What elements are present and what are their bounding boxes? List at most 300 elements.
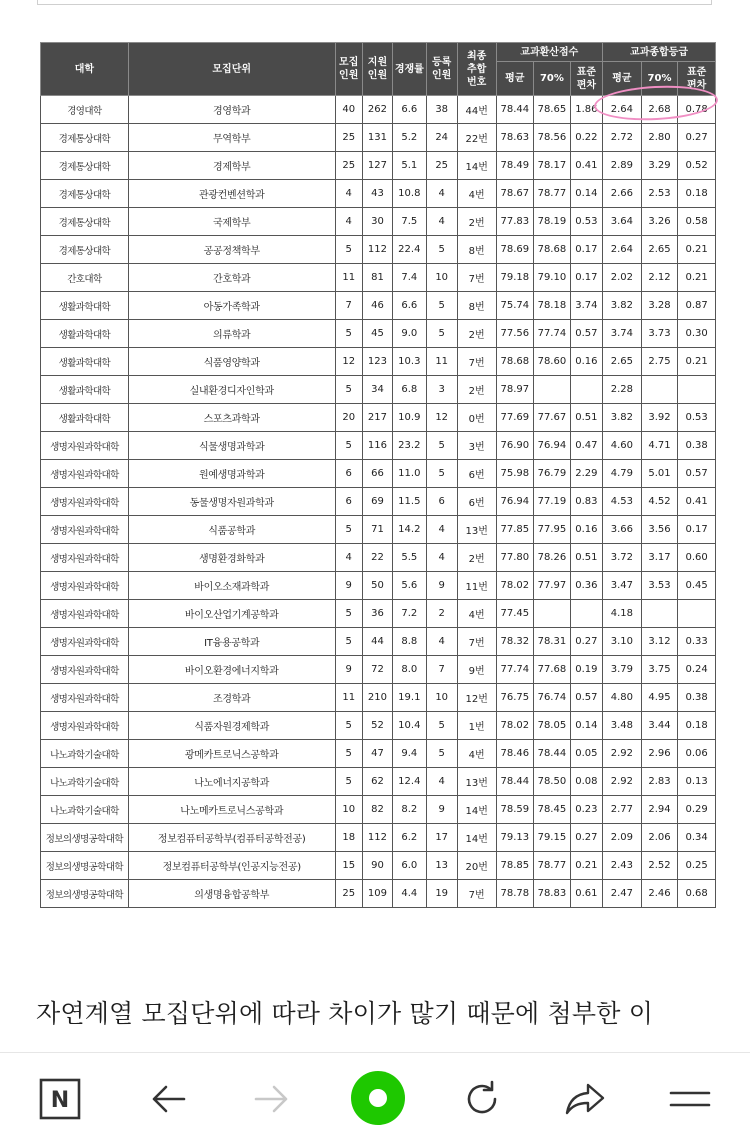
cell-enrolled: 24 [426, 124, 457, 152]
cell-enrolled: 4 [426, 544, 457, 572]
cell-grade-avg: 2.43 [603, 852, 642, 880]
cell-ratio: 10.9 [393, 404, 426, 432]
cell-score-std: 0.08 [570, 768, 602, 796]
cell-quota: 15 [335, 852, 362, 880]
cell-applicants: 116 [362, 432, 392, 460]
table-row [41, 796, 716, 824]
header-enrolled: 등록 인원 [426, 43, 457, 96]
cell-grade-std: 0.13 [678, 768, 716, 796]
cell-grade-avg: 4.79 [603, 460, 642, 488]
cell-ratio: 5.1 [393, 152, 426, 180]
cell-final-rank: 13번 [457, 516, 496, 544]
cell-grade-70: 2.68 [641, 96, 678, 124]
cell-univ: 경제통상대학 [41, 180, 129, 208]
naver-home-button[interactable] [34, 1073, 86, 1125]
cell-grade-avg: 2.64 [603, 96, 642, 124]
cell-ratio: 23.2 [393, 432, 426, 460]
cell-ratio: 7.2 [393, 600, 426, 628]
table-body [41, 96, 716, 908]
cell-grade-avg: 3.79 [603, 656, 642, 684]
table-row [41, 460, 716, 488]
cell-score-avg: 75.74 [496, 292, 534, 320]
cell-univ: 경제통상대학 [41, 208, 129, 236]
cell-ratio: 9.0 [393, 320, 426, 348]
cell-final-rank: 3번 [457, 432, 496, 460]
cell-applicants: 262 [362, 96, 392, 124]
cell-univ: 정보의생명공학대학 [41, 852, 129, 880]
cell-final-rank: 6번 [457, 460, 496, 488]
cell-enrolled: 3 [426, 376, 457, 404]
cell-quota: 40 [335, 96, 362, 124]
cell-ratio: 14.2 [393, 516, 426, 544]
table-row [41, 600, 716, 628]
cell-univ: 정보의생명공학대학 [41, 880, 129, 908]
cell-univ: 생명자원과학대학 [41, 516, 129, 544]
table-row [41, 432, 716, 460]
cell-grade-avg: 3.82 [603, 404, 642, 432]
table-row [41, 712, 716, 740]
cell-grade-std [678, 600, 716, 628]
cell-ratio: 10.4 [393, 712, 426, 740]
cell-grade-70: 3.56 [641, 516, 678, 544]
table-row [41, 404, 716, 432]
cell-applicants: 127 [362, 152, 392, 180]
cell-applicants: 90 [362, 852, 392, 880]
cell-quota: 12 [335, 348, 362, 376]
cell-enrolled: 17 [426, 824, 457, 852]
refresh-button[interactable] [456, 1073, 508, 1125]
cell-unit: 무역학부 [128, 124, 335, 152]
table-row [41, 684, 716, 712]
cell-grade-std: 0.24 [678, 656, 716, 684]
cell-grade-70: 2.94 [641, 796, 678, 824]
cell-unit: 나노에너지공학과 [128, 768, 335, 796]
header-score-group: 교과환산점수 [496, 43, 603, 62]
cell-score-std: 0.16 [570, 348, 602, 376]
cell-grade-avg: 4.80 [603, 684, 642, 712]
header-quota: 모집 인원 [335, 43, 362, 96]
cell-quota: 25 [335, 880, 362, 908]
cell-final-rank: 7번 [457, 264, 496, 292]
table-row [41, 124, 716, 152]
cell-grade-avg: 2.92 [603, 768, 642, 796]
cell-final-rank: 7번 [457, 628, 496, 656]
cell-unit: 광메카트로닉스공학과 [128, 740, 335, 768]
cell-grade-std: 0.29 [678, 796, 716, 824]
cell-score-avg: 77.85 [496, 516, 534, 544]
cell-score-avg: 78.85 [496, 852, 534, 880]
cell-score-70: 77.74 [534, 320, 571, 348]
table-row [41, 488, 716, 516]
cell-final-rank: 14번 [457, 824, 496, 852]
table-row [41, 656, 716, 684]
cell-quota: 5 [335, 768, 362, 796]
cell-score-70: 78.68 [534, 236, 571, 264]
cell-score-70: 78.77 [534, 852, 571, 880]
share-icon [564, 1079, 606, 1119]
cell-score-70: 76.79 [534, 460, 571, 488]
cell-grade-70: 3.53 [641, 572, 678, 600]
cell-score-avg: 78.69 [496, 236, 534, 264]
cell-enrolled: 4 [426, 768, 457, 796]
cell-univ: 나노과학기술대학 [41, 796, 129, 824]
cell-grade-avg: 3.10 [603, 628, 642, 656]
menu-button[interactable] [664, 1073, 716, 1125]
cell-ratio: 5.2 [393, 124, 426, 152]
cell-applicants: 44 [362, 628, 392, 656]
cell-score-70: 76.74 [534, 684, 571, 712]
cell-score-std: 0.47 [570, 432, 602, 460]
cell-applicants: 43 [362, 180, 392, 208]
header-grade-avg: 평균 [603, 62, 642, 96]
cell-applicants: 71 [362, 516, 392, 544]
cell-score-70: 77.97 [534, 572, 571, 600]
cell-final-rank: 44번 [457, 96, 496, 124]
table-row [41, 320, 716, 348]
cell-enrolled: 4 [426, 516, 457, 544]
cell-score-avg: 77.56 [496, 320, 534, 348]
cell-score-70: 78.05 [534, 712, 571, 740]
cell-score-std: 3.74 [570, 292, 602, 320]
cell-score-70: 77.67 [534, 404, 571, 432]
cell-enrolled: 5 [426, 236, 457, 264]
cell-score-std: 0.14 [570, 180, 602, 208]
cell-grade-70 [641, 376, 678, 404]
cell-quota: 10 [335, 796, 362, 824]
cell-final-rank: 9번 [457, 656, 496, 684]
cell-final-rank: 4번 [457, 180, 496, 208]
cell-score-avg: 77.80 [496, 544, 534, 572]
table-row [41, 740, 716, 768]
cell-applicants: 81 [362, 264, 392, 292]
cell-unit: IT융용공학과 [128, 628, 335, 656]
cell-applicants: 69 [362, 488, 392, 516]
cell-score-avg: 79.18 [496, 264, 534, 292]
cell-unit: 아동가족학과 [128, 292, 335, 320]
cell-unit: 식품공학과 [128, 516, 335, 544]
cell-score-std: 0.17 [570, 236, 602, 264]
header-grade-group: 교과종합등급 [603, 43, 716, 62]
cell-score-70: 78.17 [534, 152, 571, 180]
cell-grade-avg: 2.72 [603, 124, 642, 152]
cell-ratio: 10.8 [393, 180, 426, 208]
cell-grade-avg: 3.47 [603, 572, 642, 600]
cell-ratio: 6.2 [393, 824, 426, 852]
cell-applicants: 62 [362, 768, 392, 796]
cell-score-std: 0.05 [570, 740, 602, 768]
cell-unit: 바이오환경에너지학과 [128, 656, 335, 684]
table-row [41, 292, 716, 320]
cell-final-rank: 14번 [457, 796, 496, 824]
cell-grade-std: 0.21 [678, 236, 716, 264]
cell-unit: 원예생명과학과 [128, 460, 335, 488]
cell-enrolled: 4 [426, 628, 457, 656]
cell-score-70 [534, 600, 571, 628]
cell-univ: 경영대학 [41, 96, 129, 124]
cell-grade-std: 0.27 [678, 124, 716, 152]
cell-quota: 7 [335, 292, 362, 320]
hamburger-menu-icon [669, 1084, 711, 1114]
cell-final-rank: 2번 [457, 376, 496, 404]
cell-univ: 생명자원과학대학 [41, 488, 129, 516]
cell-score-std: 0.22 [570, 124, 602, 152]
cell-grade-std: 0.17 [678, 516, 716, 544]
cell-grade-70: 2.96 [641, 740, 678, 768]
cell-grade-70: 3.75 [641, 656, 678, 684]
cell-grade-avg: 2.28 [603, 376, 642, 404]
cell-grade-avg: 3.48 [603, 712, 642, 740]
cell-ratio: 10.3 [393, 348, 426, 376]
cell-quota: 6 [335, 460, 362, 488]
cell-grade-std: 0.52 [678, 152, 716, 180]
table-row [41, 264, 716, 292]
cell-ratio: 5.6 [393, 572, 426, 600]
cell-final-rank: 14번 [457, 152, 496, 180]
cell-univ: 생명자원과학대학 [41, 432, 129, 460]
cell-enrolled: 11 [426, 348, 457, 376]
cell-quota: 5 [335, 432, 362, 460]
cell-univ: 나노과학기술대학 [41, 740, 129, 768]
cell-final-rank: 4번 [457, 740, 496, 768]
cell-quota: 4 [335, 208, 362, 236]
refresh-icon [462, 1079, 502, 1119]
cell-grade-std: 0.60 [678, 544, 716, 572]
cell-score-std: 1.86 [570, 96, 602, 124]
cell-score-std: 0.83 [570, 488, 602, 516]
cell-unit: 실내환경디자인학과 [128, 376, 335, 404]
forward-button[interactable] [246, 1073, 298, 1125]
cell-grade-avg: 4.60 [603, 432, 642, 460]
cell-grade-70: 4.71 [641, 432, 678, 460]
cell-score-70: 78.83 [534, 880, 571, 908]
cell-applicants: 112 [362, 824, 392, 852]
naver-icon [39, 1078, 81, 1120]
cell-score-70: 78.65 [534, 96, 571, 124]
header-final-rank: 최종 추합 번호 [457, 43, 496, 96]
cell-grade-70: 3.92 [641, 404, 678, 432]
cell-unit: 바이오소재과학과 [128, 572, 335, 600]
cell-final-rank: 8번 [457, 292, 496, 320]
cell-applicants: 47 [362, 740, 392, 768]
cell-ratio: 4.4 [393, 880, 426, 908]
cell-grade-70: 3.12 [641, 628, 678, 656]
cell-applicants: 72 [362, 656, 392, 684]
cell-grade-70: 2.12 [641, 264, 678, 292]
cell-unit: 관광컨벤션학과 [128, 180, 335, 208]
cell-quota: 5 [335, 740, 362, 768]
cell-score-70: 78.26 [534, 544, 571, 572]
cell-ratio: 9.4 [393, 740, 426, 768]
cell-final-rank: 2번 [457, 320, 496, 348]
cell-enrolled: 5 [426, 460, 457, 488]
cell-ratio: 7.4 [393, 264, 426, 292]
cell-grade-70: 2.83 [641, 768, 678, 796]
cell-applicants: 66 [362, 460, 392, 488]
cell-grade-avg: 3.82 [603, 292, 642, 320]
cell-univ: 경제통상대학 [41, 236, 129, 264]
cell-applicants: 22 [362, 544, 392, 572]
cell-grade-70: 2.75 [641, 348, 678, 376]
cell-final-rank: 4번 [457, 600, 496, 628]
cell-quota: 5 [335, 376, 362, 404]
table-row [41, 180, 716, 208]
cell-final-rank: 1번 [457, 712, 496, 740]
cell-score-avg: 78.02 [496, 572, 534, 600]
cell-univ: 생명자원과학대학 [41, 628, 129, 656]
admission-results-table [40, 42, 716, 908]
cell-grade-70 [641, 600, 678, 628]
cell-score-70: 78.45 [534, 796, 571, 824]
cell-univ: 생활과학대학 [41, 376, 129, 404]
cell-grade-70: 3.28 [641, 292, 678, 320]
cell-score-70: 77.19 [534, 488, 571, 516]
cell-univ: 생명자원과학대학 [41, 684, 129, 712]
cell-score-avg: 78.78 [496, 880, 534, 908]
cell-score-avg: 76.90 [496, 432, 534, 460]
back-arrow-icon [148, 1079, 188, 1119]
cell-ratio: 6.6 [393, 292, 426, 320]
cell-univ: 생명자원과학대학 [41, 600, 129, 628]
cell-enrolled: 9 [426, 572, 457, 600]
cell-univ: 생활과학대학 [41, 320, 129, 348]
cell-score-std: 0.51 [570, 404, 602, 432]
cell-univ: 생명자원과학대학 [41, 544, 129, 572]
cell-score-avg: 77.45 [496, 600, 534, 628]
cell-unit: 동물생명자원과학과 [128, 488, 335, 516]
cell-score-avg: 77.83 [496, 208, 534, 236]
cell-unit: 식품영양학과 [128, 348, 335, 376]
naver-letter: N [50, 1088, 70, 1113]
cell-score-avg: 77.69 [496, 404, 534, 432]
cell-score-avg: 78.46 [496, 740, 534, 768]
cell-unit: 경제학부 [128, 152, 335, 180]
cell-univ: 경제통상대학 [41, 152, 129, 180]
cell-final-rank: 2번 [457, 544, 496, 572]
cell-ratio: 11.0 [393, 460, 426, 488]
cell-score-avg: 78.32 [496, 628, 534, 656]
cell-enrolled: 5 [426, 712, 457, 740]
share-button[interactable] [559, 1073, 611, 1125]
cell-score-avg: 78.63 [496, 124, 534, 152]
cell-ratio: 5.5 [393, 544, 426, 572]
table-row [41, 824, 716, 852]
cell-grade-avg: 2.65 [603, 348, 642, 376]
cell-score-70: 78.77 [534, 180, 571, 208]
cell-score-avg: 76.75 [496, 684, 534, 712]
cell-ratio: 22.4 [393, 236, 426, 264]
table-row [41, 768, 716, 796]
cell-quota: 20 [335, 404, 362, 432]
cell-enrolled: 5 [426, 740, 457, 768]
cell-enrolled: 12 [426, 404, 457, 432]
cell-grade-70: 2.53 [641, 180, 678, 208]
cell-univ: 생활과학대학 [41, 404, 129, 432]
cell-unit: 조경학과 [128, 684, 335, 712]
cell-score-std: 0.14 [570, 712, 602, 740]
cell-grade-avg: 2.09 [603, 824, 642, 852]
cell-score-std [570, 600, 602, 628]
cell-score-70: 78.50 [534, 768, 571, 796]
cell-unit: 스포츠과학과 [128, 404, 335, 432]
cell-applicants: 50 [362, 572, 392, 600]
cell-score-std: 0.19 [570, 656, 602, 684]
cell-grade-avg: 2.66 [603, 180, 642, 208]
cell-grade-std: 0.21 [678, 348, 716, 376]
cell-grade-avg: 4.53 [603, 488, 642, 516]
cell-unit: 공공정책학부 [128, 236, 335, 264]
cell-score-70: 78.19 [534, 208, 571, 236]
cell-score-std: 0.21 [570, 852, 602, 880]
cell-grade-std: 0.25 [678, 852, 716, 880]
cell-unit: 식품자원경제학과 [128, 712, 335, 740]
cell-applicants: 123 [362, 348, 392, 376]
cell-grade-std: 0.18 [678, 180, 716, 208]
cell-enrolled: 19 [426, 880, 457, 908]
cell-score-70: 77.95 [534, 516, 571, 544]
cell-grade-std: 0.87 [678, 292, 716, 320]
cell-score-70: 79.10 [534, 264, 571, 292]
cell-score-avg: 77.74 [496, 656, 534, 684]
cell-grade-avg: 3.74 [603, 320, 642, 348]
table-row [41, 208, 716, 236]
header-score-70: 70% [534, 62, 571, 96]
cell-score-std: 0.36 [570, 572, 602, 600]
cell-final-rank: 7번 [457, 880, 496, 908]
cell-grade-std: 0.38 [678, 684, 716, 712]
cell-grade-std: 0.68 [678, 880, 716, 908]
cell-univ: 생활과학대학 [41, 292, 129, 320]
table-row [41, 544, 716, 572]
cell-applicants: 82 [362, 796, 392, 824]
header-grade-70: 70% [641, 62, 678, 96]
cell-score-avg: 78.59 [496, 796, 534, 824]
cell-grade-70: 3.26 [641, 208, 678, 236]
cell-score-70: 77.68 [534, 656, 571, 684]
cell-ratio: 8.8 [393, 628, 426, 656]
cell-quota: 25 [335, 124, 362, 152]
cell-grade-avg: 2.64 [603, 236, 642, 264]
cell-grade-70: 3.73 [641, 320, 678, 348]
bottom-navigation-bar [0, 1053, 750, 1143]
back-button[interactable] [142, 1073, 194, 1125]
cell-ratio: 6.0 [393, 852, 426, 880]
cell-final-rank: 22번 [457, 124, 496, 152]
cell-quota: 5 [335, 600, 362, 628]
cell-ratio: 8.0 [393, 656, 426, 684]
cell-quota: 25 [335, 152, 362, 180]
cell-ratio: 6.6 [393, 96, 426, 124]
cell-score-avg: 75.98 [496, 460, 534, 488]
cell-final-rank: 20번 [457, 852, 496, 880]
table-row [41, 852, 716, 880]
cell-grade-70: 4.95 [641, 684, 678, 712]
table-row [41, 152, 716, 180]
cell-grade-std: 0.78 [678, 96, 716, 124]
green-dot-button[interactable] [349, 1069, 407, 1127]
cell-applicants: 210 [362, 684, 392, 712]
cell-score-70: 78.18 [534, 292, 571, 320]
cell-unit: 식물생명과학과 [128, 432, 335, 460]
table-row [41, 96, 716, 124]
cell-quota: 9 [335, 572, 362, 600]
cell-enrolled: 5 [426, 292, 457, 320]
cell-quota: 4 [335, 544, 362, 572]
cell-applicants: 34 [362, 376, 392, 404]
cell-enrolled: 7 [426, 656, 457, 684]
cell-quota: 6 [335, 488, 362, 516]
cell-ratio: 19.1 [393, 684, 426, 712]
cell-final-rank: 0번 [457, 404, 496, 432]
